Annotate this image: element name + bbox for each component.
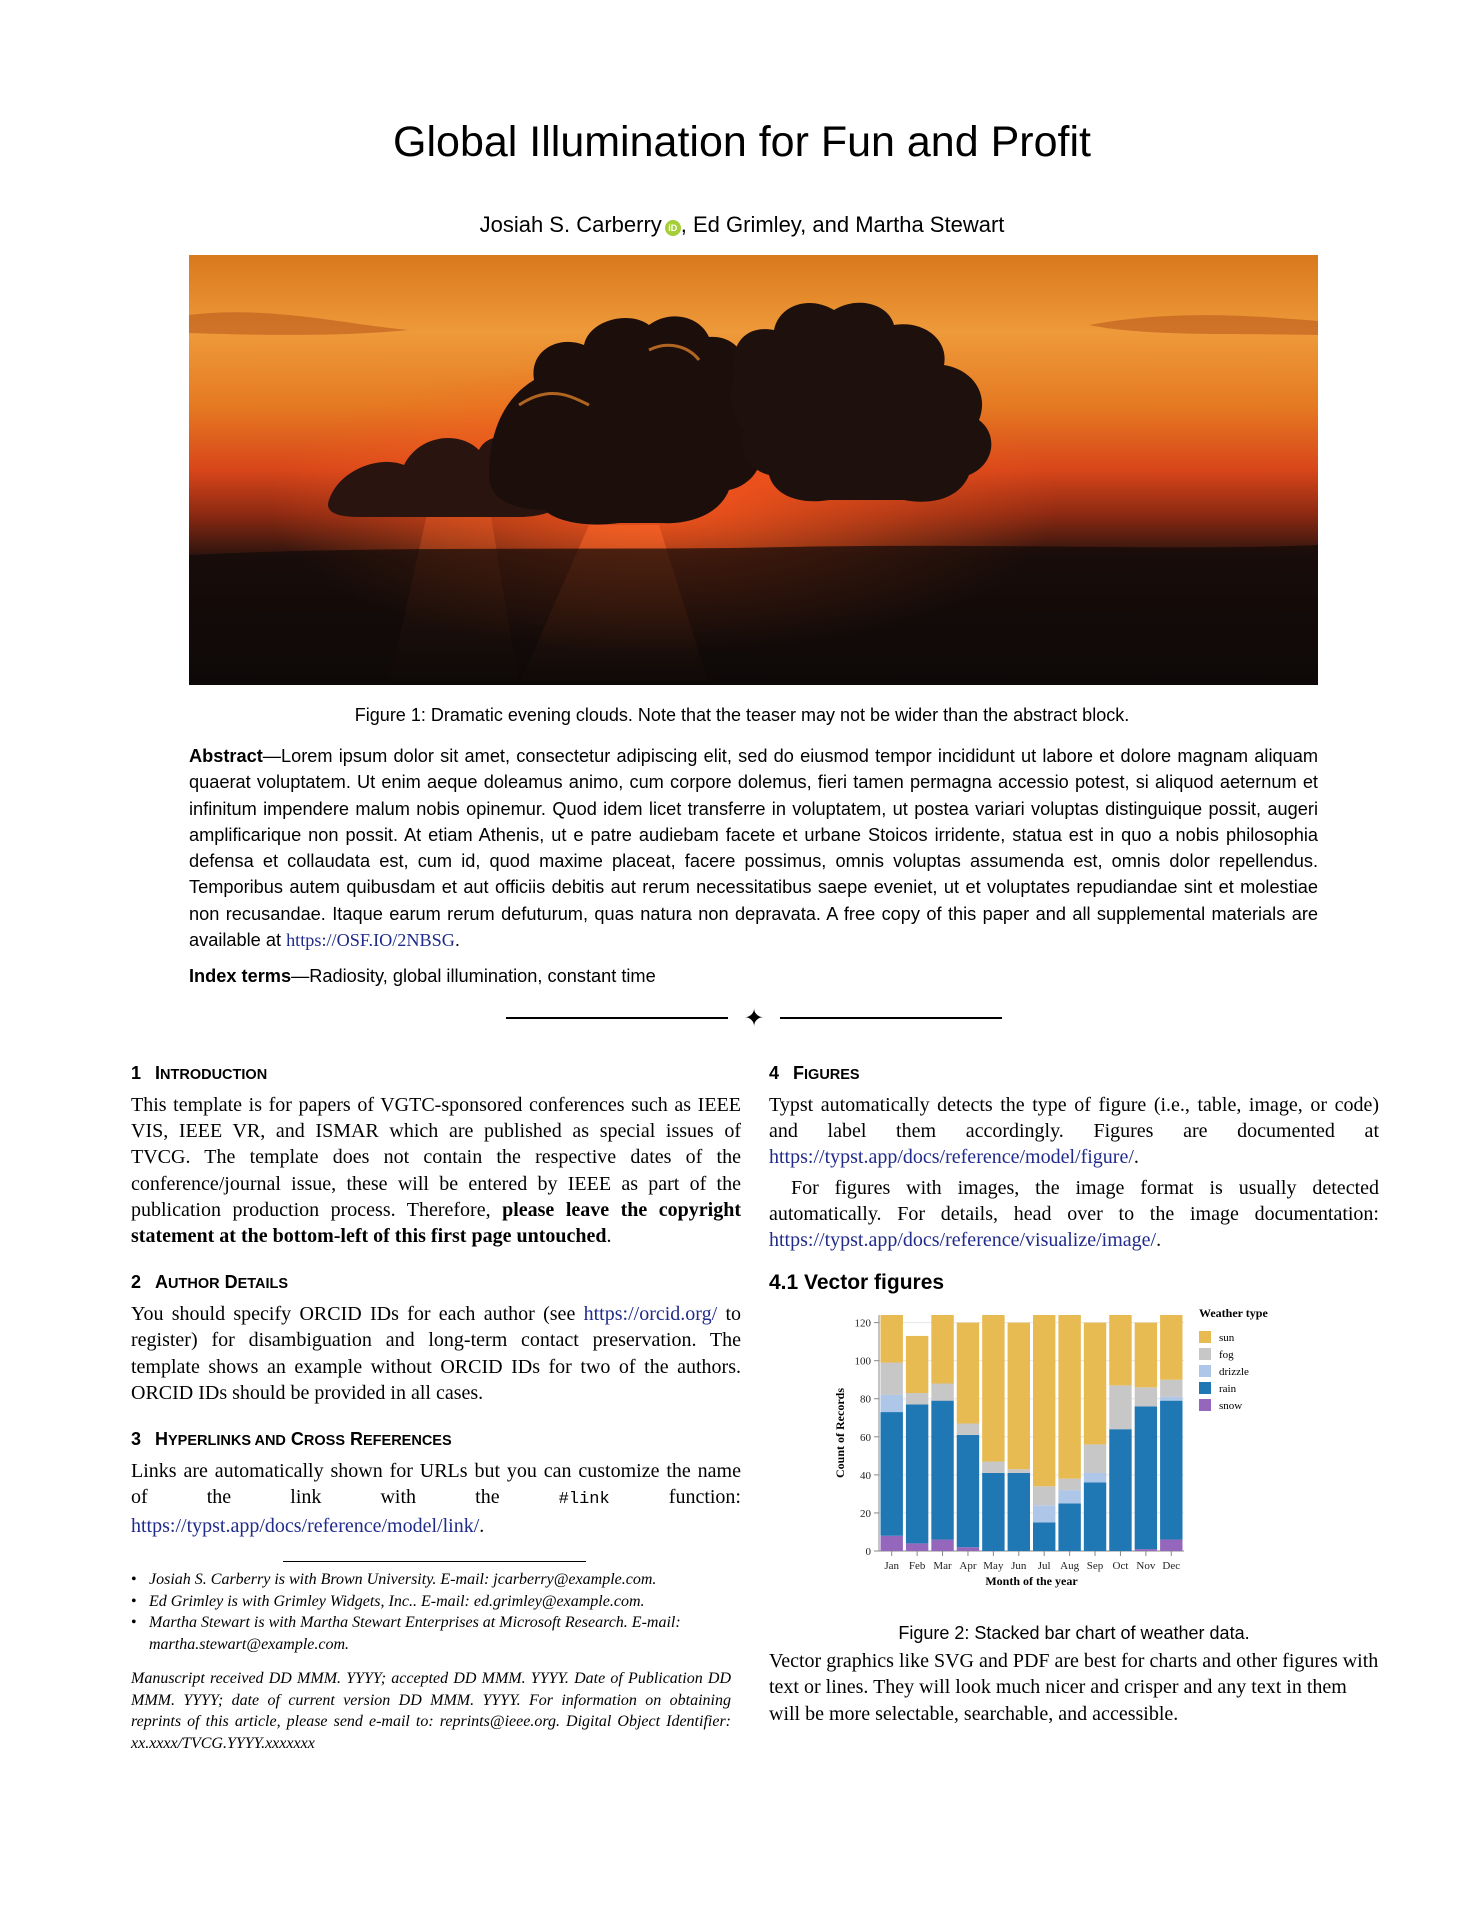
y-tick-label: 120 xyxy=(854,1317,871,1330)
typst-figure-link[interactable]: https://typst.app/docs/reference/model/figure/ xyxy=(769,1146,1134,1169)
figure1-caption: Figure 1: Dramatic evening clouds. Note that the teaser may not be wider than the abstract block. xyxy=(354,705,1130,725)
section-3-paragraph xyxy=(131,1458,741,1540)
bar-segment-drizzle-jul xyxy=(1033,1506,1055,1523)
bar-segment-rain-aug xyxy=(1058,1504,1080,1552)
paragraph-end: . xyxy=(1156,1229,1162,1252)
footnote-rule xyxy=(283,1561,586,1562)
bar-segment-fog-feb xyxy=(906,1393,928,1404)
section-1-heading xyxy=(131,1060,741,1088)
section-4-paragraph-1 xyxy=(769,1092,1379,1171)
orcid-icon[interactable]: iD xyxy=(665,220,681,236)
bar-segment-sun-oct xyxy=(1109,1315,1131,1385)
y-tick-label: 0 xyxy=(865,1546,871,1559)
x-tick-label: May xyxy=(983,1560,1004,1573)
section-3-heading xyxy=(131,1426,741,1454)
x-tick-label: Jun xyxy=(1011,1560,1027,1573)
abstract-end: . xyxy=(454,930,460,951)
bar-segment-sun-feb xyxy=(906,1336,928,1393)
section-number: 1 xyxy=(131,1063,142,1083)
legend-title: Weather type xyxy=(1199,1306,1268,1321)
bar-segment-sun-jun xyxy=(1008,1323,1030,1470)
bar-segment-sun-nov xyxy=(1135,1323,1157,1388)
x-axis-title: Month of the year xyxy=(985,1574,1078,1589)
section-1-paragraph xyxy=(131,1092,741,1249)
index-terms-dash: — xyxy=(291,966,310,986)
section-title-part: UTHOR xyxy=(168,1276,220,1293)
bar-segment-snow-nov xyxy=(1135,1549,1157,1551)
orcid-link[interactable]: https://orcid.org/ xyxy=(583,1303,718,1326)
y-tick-label: 80 xyxy=(860,1393,871,1406)
bar-segment-fog-sep xyxy=(1084,1445,1106,1474)
section-2-heading xyxy=(131,1269,741,1297)
divider-star-icon: ✦ xyxy=(743,1006,765,1030)
sunset-clouds-image xyxy=(189,255,1318,685)
figure2-caption: Figure 2: Stacked bar chart of weather data. xyxy=(898,1623,1250,1644)
legend-swatch-fog xyxy=(1199,1348,1211,1360)
x-tick-label: Feb xyxy=(908,1560,926,1573)
bar-segment-snow-mar xyxy=(931,1540,953,1551)
x-tick-label: Jul xyxy=(1037,1560,1051,1573)
section-title-part: C xyxy=(285,1429,304,1450)
section-title-part: YPERLINKS AND xyxy=(168,1433,286,1450)
section-number: 3 xyxy=(131,1429,142,1450)
footnote-item: • Martha Stewart is with Martha Stewart Enterprises at Microsoft Research. E-mail: martha.stewart@example.com. xyxy=(149,1612,731,1655)
section-title-part: A xyxy=(155,1272,169,1293)
bar-segment-sun-sep xyxy=(1084,1323,1106,1445)
legend-label-drizzle: drizzle xyxy=(1219,1366,1249,1379)
x-tick-label: Sep xyxy=(1086,1560,1104,1573)
stacked-bar-chart xyxy=(769,1301,1379,1621)
bar-segment-rain-mar xyxy=(931,1401,953,1540)
subsection-4-1-heading: 4.1 Vector figures xyxy=(769,1271,945,1295)
bar-segment-sun-mar xyxy=(931,1315,953,1384)
legend-label-sun: sun xyxy=(1219,1332,1235,1345)
paragraph-text: This template is for papers of VGTC-sponsored conferences such as IEEE VIS, IEEE VR, and ISMAR which are published as special issues of TVCG. The template does not contain the respective dates of the conference/journal issue, these will be entered by IEEE as part of the publication production process. Therefore, xyxy=(131,1094,741,1221)
y-tick-label: 40 xyxy=(860,1470,871,1483)
inline-code: #link xyxy=(558,1490,610,1510)
right-column xyxy=(769,1060,1379,1727)
section-4-1-paragraph: Vector graphics like SVG and PDF are best for charts and other figures with text or lines. They will look much nicer and crisper and any text in them will be more selectable, searchable, and accessible. xyxy=(769,1650,1379,1725)
teaser-image xyxy=(189,255,1318,685)
footnote-item: • Ed Grimley is with Grimley Widgets, Inc.. E-mail: ed.grimley@example.com. xyxy=(149,1591,731,1613)
paragraph-end: . xyxy=(479,1515,485,1538)
section-number: 4 xyxy=(769,1063,780,1083)
y-tick-label: 100 xyxy=(854,1355,871,1368)
bar-segment-snow-jan xyxy=(881,1536,903,1551)
section-title-rest: IGURES xyxy=(804,1067,860,1083)
bar-segment-fog-jan xyxy=(881,1363,903,1395)
osf-link[interactable]: https://OSF.IO/2NBSG xyxy=(286,930,455,951)
other-authors: , Ed Grimley, and Martha Stewart xyxy=(680,212,1005,237)
footnote-item: • Josiah S. Carberry is with Brown University. E-mail: jcarberry@example.com. xyxy=(149,1569,731,1591)
bar-segment-fog-dec xyxy=(1160,1380,1182,1397)
bar-segment-sun-aug xyxy=(1058,1315,1080,1479)
bar-segment-rain-may xyxy=(982,1473,1004,1551)
index-terms xyxy=(189,966,656,987)
paragraph-text: to register) for disambiguation and long-term contact preservation. The template shows an example without ORCID IDs for two of the authors. ORCID IDs should be provided in all cases. xyxy=(131,1303,742,1404)
paragraph-text: Typst automatically detects the type of figure (i.e., table, image, or code) and label them accordingly. Figures are documented at xyxy=(769,1094,1379,1143)
legend-swatch-drizzle xyxy=(1199,1365,1211,1377)
manuscript-info: Manuscript received DD MMM. YYYY; accepted DD MMM. YYYY. Date of Publication DD MMM. YYYY; date of current version DD MMM. YYYY. For information on obtaining reprints of this article, please send e-mail to: reprints@ieee.org. Digital Object Identifier: xx.xxxx/TVCG.YYYY.xxxxxxx xyxy=(131,1670,731,1752)
section-title-part: D xyxy=(219,1272,238,1293)
bar-segment-rain-oct xyxy=(1109,1429,1131,1551)
bar-segment-drizzle-aug xyxy=(1058,1490,1080,1503)
abstract-label: Abstract xyxy=(189,746,263,766)
x-tick-label: Nov xyxy=(1136,1560,1156,1573)
abstract-text: Lorem ipsum dolor sit amet, consectetur adipiscing elit, sed do eiusmod tempor incididunt ut labore et dolore magnam aliquam quaerat voluptatem. Ut enim aeque doleamus animo, cum corpore dolemus, fieri tamen permagna accessio potest, si aliquod aeternum et infinitum impendere malum nobis opinemur. Quod idem licet transferre in voluptatem, ut postea variari voluptas distinguique possit, augeri amplificarique non possit. At etiam Athenis, ut e patre audiebam facete et urbane Stoicos irridente, statua est in quo a nobis philosophia defensa et collaudata est, cum id, quod maxime placeat, facere possimus, omnis voluptas assumenda est, omnis dolor repellendus. Temporibus autem quibusdam et aut officiis debitis aut rerum necessitatibus saepe eveniet, ut et voluptates repudiandae sint et molestiae non recusandae. Itaque earum rerum defuturum, quas natura non depravata. A free copy of this paper and all supplemental materials are available at xyxy=(189,746,1318,951)
bar-segment-rain-jul xyxy=(1033,1523,1055,1552)
bar-segment-rain-feb xyxy=(906,1405,928,1544)
bar-segment-rain-nov xyxy=(1135,1407,1157,1550)
section-title-part: EFERENCES xyxy=(363,1433,452,1450)
section-4-paragraph-2 xyxy=(769,1175,1379,1254)
x-tick-label: Aug xyxy=(1060,1560,1080,1573)
bar-segment-snow-apr xyxy=(957,1547,979,1551)
paragraph-end: . xyxy=(1133,1146,1139,1169)
bar-segment-fog-aug xyxy=(1058,1479,1080,1490)
bar-segment-rain-sep xyxy=(1084,1483,1106,1552)
bar-segment-sun-may xyxy=(982,1315,1004,1462)
paper-title: Global Illumination for Fun and Profit xyxy=(393,118,1091,166)
bar-segment-drizzle-dec xyxy=(1160,1397,1182,1401)
bar-segment-snow-dec xyxy=(1160,1540,1182,1551)
legend-label-snow: snow xyxy=(1219,1400,1243,1413)
index-terms-text: Radiosity, global illumination, constant time xyxy=(309,966,656,986)
abstract xyxy=(189,743,1318,953)
legend-swatch-snow xyxy=(1199,1399,1211,1411)
bar-segment-sun-jul xyxy=(1033,1315,1055,1486)
y-tick-label: 20 xyxy=(860,1508,871,1521)
index-terms-label: Index terms xyxy=(189,966,292,986)
x-tick-label: Dec xyxy=(1162,1560,1181,1573)
section-2-paragraph xyxy=(131,1301,741,1406)
copyright-notice-bold: please leave the copyright statement at the bottom-left of this first page untouched xyxy=(131,1198,742,1248)
section-number: 2 xyxy=(131,1272,142,1293)
paragraph-text: For figures with images, the image format is usually detected automatically. For details, head over to the image documentation: xyxy=(769,1176,1379,1225)
weather-chart xyxy=(769,1301,1379,1621)
bar-segment-fog-jul xyxy=(1033,1487,1055,1506)
author-name: Josiah S. Carberry xyxy=(479,212,662,237)
x-tick-label: Apr xyxy=(959,1560,977,1573)
paragraph-text: Links are automatically shown for URLs but you can customize the name of the link with the xyxy=(131,1460,741,1509)
bar-segment-sun-dec xyxy=(1160,1315,1182,1380)
legend-swatch-sun xyxy=(1199,1331,1211,1343)
bar-segment-fog-jun xyxy=(1008,1469,1030,1473)
x-tick-label: Jan xyxy=(884,1560,900,1573)
footnotes xyxy=(131,1569,731,1754)
section-title-rest: NTRODUCTION xyxy=(160,1067,268,1083)
bar-segment-rain-jun xyxy=(1008,1473,1030,1551)
bar-segment-rain-jan xyxy=(881,1412,903,1536)
bar-segment-snow-feb xyxy=(906,1544,928,1552)
bar-segment-fog-mar xyxy=(931,1384,953,1401)
abstract-dash: — xyxy=(262,746,281,766)
bar-segment-sun-apr xyxy=(957,1323,979,1424)
x-tick-label: Mar xyxy=(933,1560,952,1573)
paragraph-text: function: xyxy=(609,1486,741,1509)
bar-segment-fog-apr xyxy=(957,1424,979,1435)
bar-segment-rain-apr xyxy=(957,1435,979,1547)
typst-link-docs[interactable]: https://typst.app/docs/reference/model/link/ xyxy=(131,1515,480,1538)
author-list xyxy=(0,212,1484,238)
section-divider xyxy=(506,1006,1002,1030)
section-title-part: ETAILS xyxy=(237,1276,289,1293)
typst-image-link[interactable]: https://typst.app/docs/reference/visualize/image/ xyxy=(769,1229,1157,1252)
legend-label-fog: fog xyxy=(1219,1349,1234,1362)
bar-segment-fog-may xyxy=(982,1462,1004,1473)
bar-segment-drizzle-jan xyxy=(881,1395,903,1412)
bar-segment-fog-nov xyxy=(1135,1388,1157,1407)
section-4-heading xyxy=(769,1060,1379,1088)
bar-segment-fog-oct xyxy=(1109,1386,1131,1430)
x-tick-label: Oct xyxy=(1112,1560,1129,1573)
paragraph-text: You should specify ORCID IDs for each author (see xyxy=(131,1303,584,1326)
y-axis-title: Count of Records xyxy=(833,1388,847,1479)
section-title-initial: I xyxy=(155,1063,161,1083)
section-title-part: ROSS xyxy=(303,1433,345,1450)
legend-label-rain: rain xyxy=(1219,1383,1237,1396)
legend-swatch-rain xyxy=(1199,1382,1211,1394)
bar-segment-rain-dec xyxy=(1160,1401,1182,1540)
section-title-part: R xyxy=(345,1429,363,1450)
paragraph-end: . xyxy=(606,1225,612,1248)
section-title-part: H xyxy=(155,1429,169,1450)
bar-segment-drizzle-sep xyxy=(1084,1473,1106,1483)
y-tick-label: 60 xyxy=(860,1432,871,1445)
bar-segment-sun-jan xyxy=(881,1315,903,1363)
section-title-initial: F xyxy=(793,1063,805,1083)
left-column xyxy=(131,1060,741,1540)
